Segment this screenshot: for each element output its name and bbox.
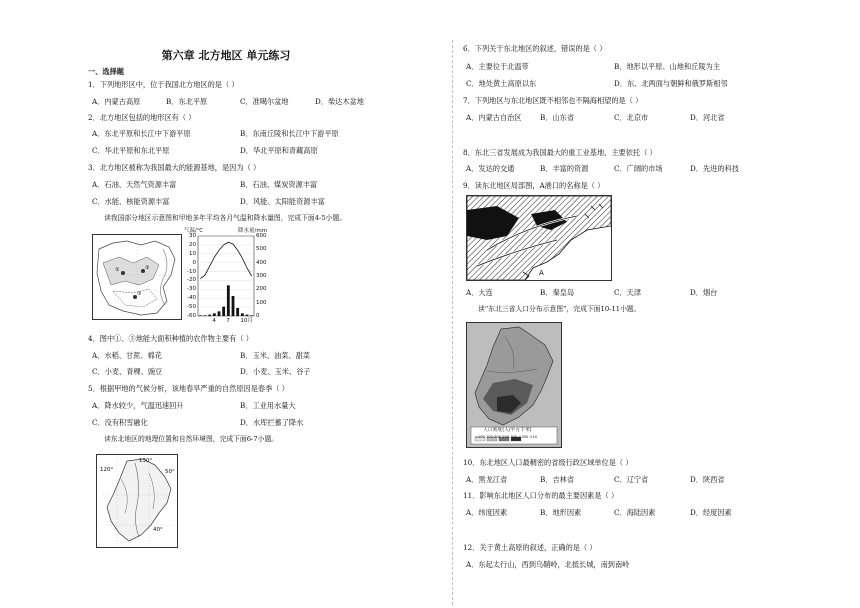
map2-lat-50: 50° — [165, 469, 175, 475]
q6-option-c: C．地处黄土高原以东 — [466, 79, 537, 88]
precip-tick-label: 400 — [256, 259, 267, 266]
climate-chart — [182, 228, 272, 328]
q10-option-a: A．黑龙江省 — [466, 475, 508, 484]
q12-stem: 12．关于黄土高原的叙述，正确的是（ ） — [463, 543, 597, 552]
precip-bar — [246, 315, 249, 316]
temp-tick-label: 20 — [189, 241, 196, 248]
temp-line — [200, 242, 251, 278]
pop-legend-ticks: <100 100-200 200-300 >300 <10 — [475, 435, 537, 439]
precip-bar — [213, 313, 216, 316]
page-title: 第六章 北方地区 单元练习 — [161, 49, 291, 62]
q6-option-d: D．东、北两面与朝鲜和俄罗斯相邻 — [614, 79, 728, 88]
q4-option-b: B．玉米、油菜、甜菜 — [240, 351, 310, 360]
reading-prompt-6-7: 读东北地区的地理位置和自然环境图，完成下面6-7小题。 — [104, 435, 279, 443]
q9-option-a: A．大连 — [466, 288, 493, 297]
q8-stem: 8．东北三省发展成为我国最大的重工业基地，主要依托（ ） — [463, 148, 657, 157]
month-tick-label: 7 — [226, 318, 230, 324]
precip-tick-label: 200 — [256, 286, 267, 293]
precip-bar — [236, 308, 239, 316]
q3-option-d: D．风能、太阳能资源丰富 — [240, 197, 325, 206]
q8-option-b: B．丰富的资源 — [540, 164, 589, 173]
q3-option-c: C．水能、核能资源丰富 — [92, 197, 170, 206]
precip-bar — [199, 315, 202, 316]
temp-tick-label: -60 — [187, 313, 196, 319]
q11-option-d: D．经度因素 — [690, 508, 732, 517]
q10-option-b: B．吉林省 — [540, 475, 575, 484]
q5-stem: 5．根据甲地的气候分析，该地春旱严重的自然原因是春季（ ） — [88, 384, 289, 393]
q1-option-b: B．东北平原 — [166, 97, 208, 106]
port-a-label: A — [539, 269, 544, 277]
q9-stem: 9．读东北地区局部图，A港口的名称是（ ） — [463, 181, 605, 190]
precip-bar — [218, 311, 221, 316]
q7-option-b: B．山东省 — [540, 113, 575, 122]
q2-option-b: B．东南丘陵和长江中下游平原 — [240, 129, 339, 138]
climate-plot — [182, 228, 272, 328]
temp-axis-label: 气温/℃ — [184, 228, 204, 234]
temp-tick-label: 30 — [189, 233, 196, 239]
svg-text:②: ② — [145, 265, 150, 271]
precip-bar — [232, 296, 235, 316]
local-port-map — [466, 195, 612, 281]
q5-option-c: C．没有积雪融化 — [92, 418, 148, 427]
temp-tick-label: -40 — [187, 295, 196, 302]
precip-tick-label: 100 — [256, 299, 267, 306]
temp-tick-label: 10 — [189, 250, 196, 257]
q8-option-c: C．广阔的市场 — [614, 164, 663, 173]
region-map — [92, 234, 182, 320]
precip-bar — [250, 315, 253, 316]
plot-frame — [198, 236, 254, 316]
q12-option-a: A．东起太行山，西到乌鞘岭，北抵长城，南到南岭 — [466, 560, 630, 569]
q11-option-c: C．海陆因素 — [614, 508, 656, 517]
q4-option-d: D．小麦、玉米、谷子 — [240, 367, 311, 376]
pop-legend-title: 人口密度(人/平方千米) — [483, 428, 532, 433]
svg-text:①: ① — [115, 267, 120, 273]
precip-bar — [222, 307, 225, 316]
map2-lon-130: 130° — [139, 458, 153, 464]
svg-text:③: ③ — [137, 291, 142, 297]
q7-option-c: C．北京市 — [614, 113, 649, 122]
q9-option-b: B．秦皇岛 — [540, 288, 575, 297]
q6-option-a: A．主要位于北温带 — [466, 62, 529, 71]
q10-stem: 10．东北地区人口最稠密的省级行政区域单位是（ ） — [463, 458, 633, 467]
q5-option-a: A．降水较少，气温迅速回升 — [92, 401, 184, 410]
northeast-map — [96, 454, 178, 548]
q6-stem: 6．下列关于东北地区的叙述，错误的是（ ） — [463, 44, 607, 53]
population-map — [466, 322, 562, 448]
q2-stem: 2．北方地区包括的地形区有（ ） — [88, 113, 196, 122]
q2-option-a: A．东北平原和长江中下游平原 — [92, 129, 191, 138]
temp-tick-label: -50 — [187, 304, 196, 311]
q9-option-c: C．天津 — [614, 288, 642, 297]
column-divider — [452, 40, 453, 605]
q9-option-d: D．烟台 — [690, 288, 718, 297]
q10-option-d: D．陕西省 — [690, 475, 725, 484]
q1-option-a: A．内蒙古高原 — [92, 97, 141, 106]
map2-lat-40: 40° — [153, 527, 163, 533]
q2-option-d: D．华北平原和青藏高原 — [240, 146, 318, 155]
q1-option-c: C．准噶尔盆地 — [240, 97, 289, 106]
precip-bar — [227, 285, 230, 316]
q11-option-a: A．纬度因素 — [466, 508, 508, 517]
precip-tick-label: 600 — [256, 233, 267, 239]
precip-tick-label: 300 — [256, 273, 267, 279]
month-tick-label: 4 — [212, 318, 216, 324]
q10-option-c: C．辽宁省 — [614, 475, 649, 484]
q1-option-d: D．柴达木盆地 — [315, 97, 364, 106]
q4-option-c: C．小麦、青稞、豌豆 — [92, 367, 163, 376]
q5-option-b: B．工业用水量大 — [240, 401, 296, 410]
reading-prompt-10-11: 读“东北三省人口分布示意图”，完成下面10-11小题。 — [478, 305, 641, 313]
temp-tick-label: 0 — [192, 259, 196, 266]
q3-option-a: A．石油、天然气资源丰富 — [92, 180, 177, 189]
precip-bar — [241, 313, 244, 316]
q7-stem: 7．下列地区与东北地区既不相邻也不隔海相望的是（ ） — [463, 96, 643, 105]
q3-stem: 3．北方地区被称为我国最大的能源基地，是因为（ ） — [88, 163, 261, 172]
q1-stem: 1．下列地形区中，位于我国北方地区的是（ ） — [88, 80, 239, 89]
reading-prompt-4-5: 读我国部分地区示意图和甲地多年平均各月气温和降水量图，完成下面4-5小题。 — [104, 214, 347, 222]
q7-option-a: A．内蒙古自治区 — [466, 113, 522, 122]
temp-tick-label: -20 — [187, 277, 196, 284]
q2-option-c: C．华北平原和东北平原 — [92, 146, 170, 155]
q8-option-a: A．发达的交通 — [466, 164, 515, 173]
section-heading: 一、选择题 — [88, 67, 124, 76]
precip-axis-label: 降水量/mm — [238, 228, 268, 234]
q5-option-d: D．水库拦蓄了降水 — [240, 418, 304, 427]
map2-lon-120: 120° — [100, 467, 114, 473]
q11-stem: 11．影响东北地区人口分布的最主要因素是（ ） — [463, 491, 619, 500]
q3-option-b: B．石油、煤炭资源丰富 — [240, 180, 318, 189]
precip-bar — [208, 315, 211, 316]
q11-option-b: B．地形因素 — [540, 508, 582, 517]
q8-option-d: D．先进的科技 — [690, 164, 739, 173]
temp-tick-label: -10 — [187, 268, 196, 275]
q4-option-a: A．水稻、甘蔗、棉花 — [92, 351, 162, 360]
q7-option-d: D．河北省 — [690, 113, 725, 122]
precip-tick-label: 0 — [256, 313, 260, 319]
precip-bar — [204, 315, 207, 316]
q6-option-b: B．地形以平原、山地和丘陵为主 — [614, 62, 720, 71]
temp-tick-label: -30 — [187, 286, 196, 293]
q4-stem: 4．图中①、③地能大面积种植的农作物主要有（ ） — [88, 334, 253, 343]
month-tick-label: 10月 — [240, 318, 253, 324]
precip-tick-label: 500 — [256, 246, 267, 253]
